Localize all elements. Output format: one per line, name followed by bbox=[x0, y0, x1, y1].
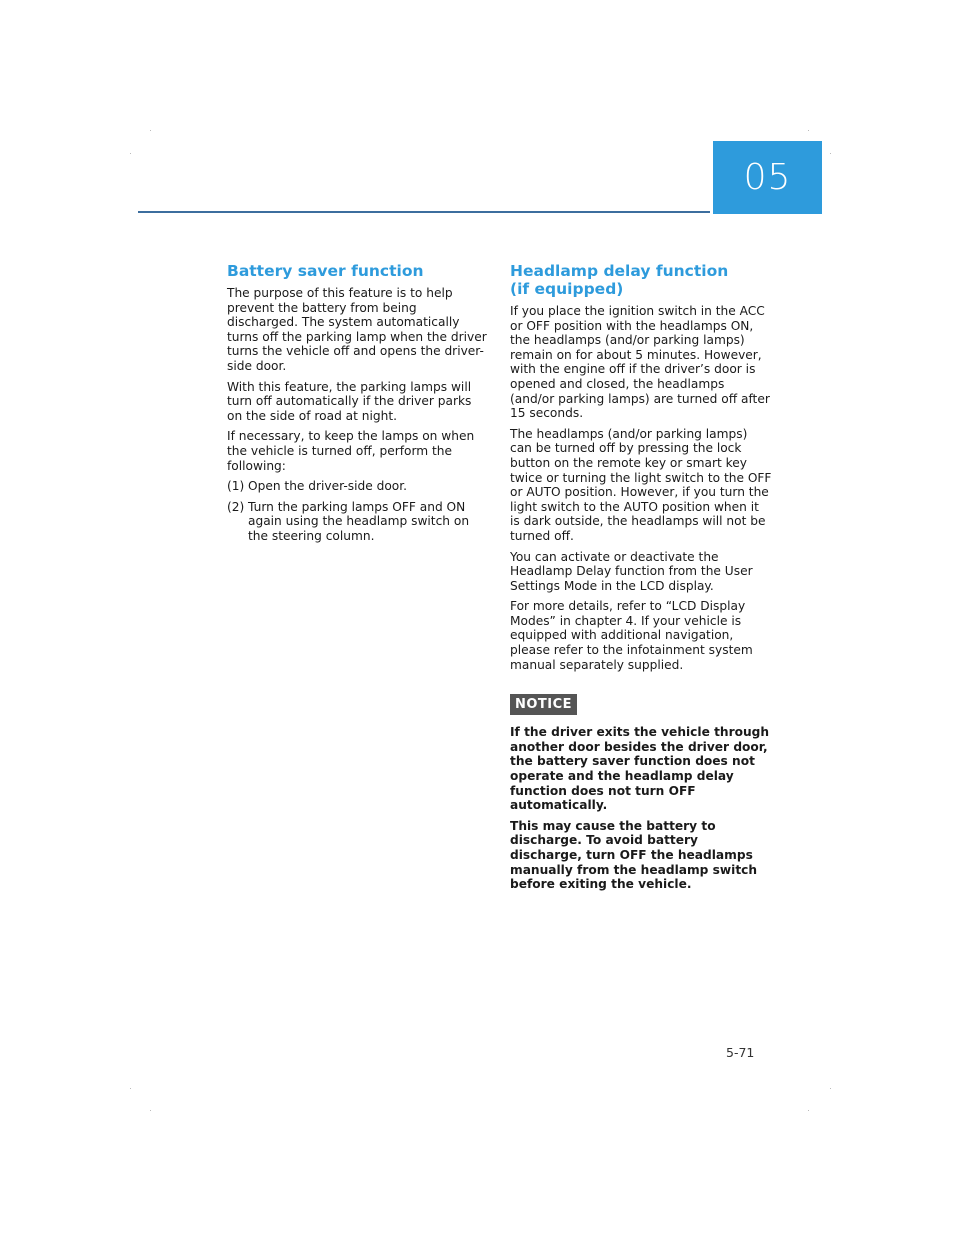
crop-mark bbox=[808, 1110, 809, 1111]
crop-mark bbox=[150, 1110, 151, 1111]
list-item bbox=[227, 479, 489, 494]
list-item bbox=[227, 500, 489, 544]
header-rule bbox=[138, 211, 710, 213]
steps-list bbox=[227, 479, 489, 543]
paragraph: If you place the ignition switch in the ACC or OFF position with the headlamps ON, the headlamps (and/or parking lamps) remain on for about 5 minutes. However, with the engine off if the driver’s door is opened and closed, the headlamps (and/or parking lamps) are turned off after 15 seconds. bbox=[510, 304, 770, 421]
step-text: Turn the parking lamps OFF and ON again using the headlamp switch on the steering column. bbox=[248, 499, 470, 543]
notice-paragraph: If the driver exits the vehicle through another door besides the driver door, the battery saver function does not operate and the headlamp delay function does not turn OFF automatically. bbox=[510, 725, 770, 813]
notice-paragraph: This may cause the battery to discharge. To avoid battery discharge, turn OFF the headlamps manually from the headlamp switch before exiting the vehicle. bbox=[510, 818, 758, 892]
page-number: 5-71 bbox=[726, 1045, 755, 1060]
notice-box bbox=[510, 725, 772, 892]
crop-mark bbox=[808, 130, 809, 131]
crop-mark bbox=[150, 130, 151, 131]
section-title-line: Headlamp delay function bbox=[510, 262, 729, 280]
step-number: (1) bbox=[227, 479, 245, 494]
section-title bbox=[510, 262, 772, 298]
paragraph: The headlamps (and/or parking lamps) can be turned off by pressing the lock button on the remote key or smart key twice or turning the light switch to the OFF or AUTO position. However, if you turn the light switch to the AUTO position when it is dark outside, the headlamps will not be turned off. bbox=[510, 426, 772, 543]
crop-mark bbox=[830, 1088, 831, 1089]
chapter-tab bbox=[713, 141, 822, 214]
notice-badge: NOTICE bbox=[510, 694, 577, 715]
paragraph: If necessary, to keep the lamps on when the vehicle is turned off, perform the following: bbox=[227, 429, 475, 473]
headlamp-delay-section bbox=[510, 262, 772, 898]
battery-saver-section bbox=[227, 262, 489, 550]
section-title-line: (if equipped) bbox=[510, 280, 624, 298]
paragraph: For more details, refer to “LCD Display Modes” in chapter 4. If your vehicle is equipped with additional navigation, please refer to the infotainment system manual separately supplied. bbox=[510, 599, 753, 672]
step-number: (2) bbox=[227, 499, 245, 514]
step-text: Open the driver-side door. bbox=[248, 479, 408, 494]
paragraph: With this feature, the parking lamps will turn off automatically if the driver parks on the side of road at night. bbox=[227, 379, 472, 423]
section-title: Battery saver function bbox=[227, 262, 424, 280]
paragraph: You can activate or deactivate the Headlamp Delay function from the User Settings Mode in the LCD display. bbox=[510, 549, 753, 593]
paragraph: The purpose of this feature is to help prevent the battery from being discharged. The system automatically turns off the parking lamp when the driver turns the vehicle off and opens the driver-side door. bbox=[227, 286, 487, 373]
crop-mark bbox=[130, 1088, 131, 1089]
chapter-number: 05 bbox=[743, 157, 792, 198]
crop-mark bbox=[130, 153, 131, 154]
crop-mark bbox=[830, 153, 831, 154]
